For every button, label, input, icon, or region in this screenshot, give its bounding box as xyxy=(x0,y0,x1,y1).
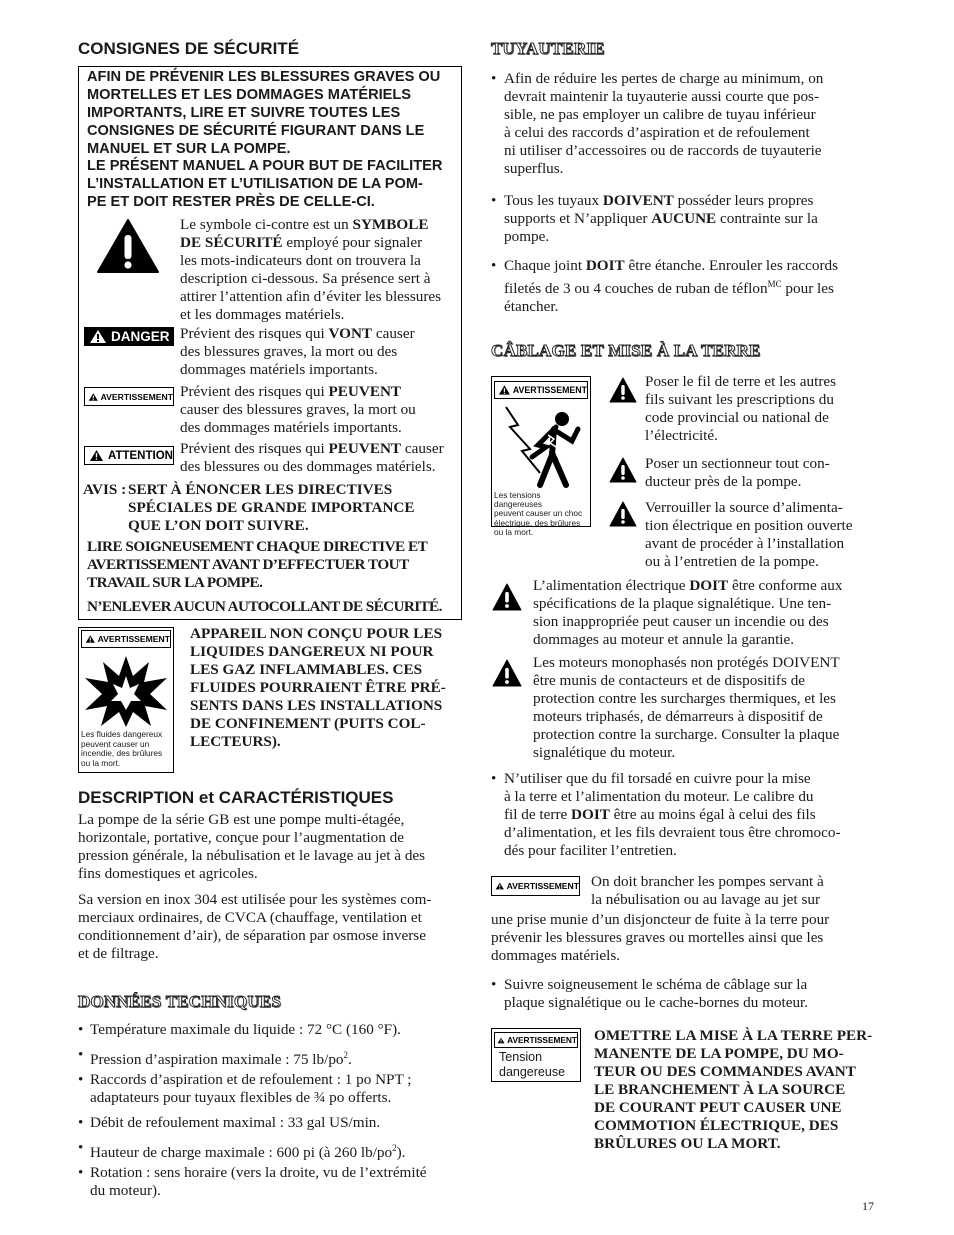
wiring-diagram-bullet: • Suivre soigneusement le schéma de câblage sur la plaque signalétique ou le cache-bornes du moteur. xyxy=(491,976,809,1011)
warning-triangle-icon xyxy=(85,633,96,645)
caution-signal-label: ATTENTION xyxy=(84,446,174,465)
technical-data-title: DONNÉES TECHNIQUES xyxy=(78,992,282,1011)
hazardous-fluids-text: APPAREIL NON CONÇU POUR LES LIQUIDES DANGEREUX NI POUR LES GAZ INFLAMMABLES. CES FLUIDES POURRAIENT ÊTRE PRÉ- SENTS DANS LES INSTALLATIONS DE CONFINEMENT (PUITS COL- LECTEURS). xyxy=(190,625,446,750)
read-directives-text: LIRE SOIGNEUSEMENT CHAQUE DIRECTIVE ET AVERTISSEMENT AVANT D’EFFECTUER TOUT TRAVAIL SUR LA POMPE. xyxy=(87,538,428,591)
safety-warning-1: AFIN DE PRÉVENIR LES BLESSURES GRAVES OU MORTELLES ET LES DOMMAGES MATÉRIELS IMPORTANTS, LIRE ET SUIVRE TOUTES LES CONSIGNES DE SÉCURITÉ FIGURANT DANS LE MANUEL ET SUR LA POMPE. xyxy=(87,69,441,157)
list-item: • Température maximale du liquide : 72 °C (160 °F). xyxy=(78,1021,401,1038)
list-item: • Raccords d’aspiration et de refoulement : 1 po NPT ; adaptateurs pour tuyaux flexibles de ¾ po offerts. xyxy=(78,1071,412,1106)
list-item: • Rotation : sens horaire (vers la droite, vu de l’extrémité du moteur). xyxy=(78,1164,427,1199)
warning-triangle-icon xyxy=(498,384,511,396)
warning-triangle-icon xyxy=(491,658,523,688)
danger-triangle-icon xyxy=(89,329,107,344)
piping-bullet-2: • Tous les tuyaux DOIVENT posséder leurs propres supports et N’appliquer AUCUNE contrainte sur la pompe. xyxy=(491,192,818,245)
wiring-lockout-text: Verrouiller la source d’alimenta- tion électrique en position ouverte avant de procéder à l’installation ou à l’entretien de la pompe. xyxy=(645,499,853,570)
safety-warning-2: LE PRÉSENT MANUEL A POUR BUT DE FACILITER L’INSTALLATION ET L’UTILISATION DE LA POM- PE ET DOIT RESTER PRÈS DE CELLE-CI. xyxy=(87,158,443,210)
piping-bullet-3: • Chaque joint DOIT être étanche. Enrouler les raccords filetés de 3 ou 4 couches de ruban de téflon$^{MC}$ pour les étancher. xyxy=(491,257,839,316)
safety-symbol-text: Le symbole ci-contre est un SYMBOLE DE SÉCURITÉ employé pour signaler les mots-indicateurs dont on trouvera la description ci-dessous. Sa présence sert à attirer l’attention afin d’éviter les blessures et les dommages matériels. xyxy=(180,216,442,323)
safety-symbol-icon xyxy=(96,218,160,274)
warning-triangle-icon xyxy=(608,456,638,484)
hazardous-fluids-sign xyxy=(78,627,174,773)
piping-bullet-1: • Afin de réduire les pertes de charge au minimum, on devrait maintenir la tuyauterie aussi courte que pos- sible, ne pas employer un calibre de tuyau inférieur à celui des raccords d’aspiration et de refoulement ni utiliser d’accessoires ou de raccords de tuyauterie superflus. xyxy=(491,70,824,177)
warning-description: Prévient des risques qui PEUVENT causer des blessures graves, la mort ou des dommages matériels importants. xyxy=(180,383,416,436)
wiring-motors-text: Les moteurs monophasés non protégés DOIVENT être munis de contacteurs et de dispositifs de protection contre les surcharges thermiques, et les moteurs triphasés, de démarreurs à dispositif de protection contre la surcharge. Consulter la plaque signalétique du moteur. xyxy=(533,654,840,761)
wiring-title: CÂBLAGE ET MISE À LA TERRE xyxy=(491,341,761,360)
no-remove-decals-text: N’ENLEVER AUCUN AUTOCOLLANT DE SÉCURITÉ. xyxy=(87,598,442,615)
technical-data-list xyxy=(78,1021,468,1200)
wiring-disconnect-text: Poser un sectionneur tout con- ducteur près de la pompe. xyxy=(645,455,830,490)
shock-sign-caption: Les tensions dangereuses peuvent causer un choc électrique, des brûlures ou la mort. xyxy=(494,490,583,537)
grounding-warning-sign xyxy=(491,1028,581,1082)
wiring-supply-text: L’alimentation électrique DOIT être conforme aux spécifications de la plaque signalétique. Une ten- sion inappropriée peut causer un incendie ou des dommages au moteur et annule la garantie. xyxy=(533,577,843,648)
caution-description: Prévient des risques qui PEUVENT causer des blessures ou des dommages matériels. xyxy=(180,440,444,475)
gfci-warning-sign: AVERTISSEMENT xyxy=(491,876,580,896)
notice-label: AVIS : xyxy=(83,481,127,498)
page-number: 17 xyxy=(862,1199,874,1213)
warning-triangle-icon xyxy=(88,391,99,403)
fluid-sign-label: AVERTISSEMENT xyxy=(81,630,171,648)
warning-triangle-icon xyxy=(497,1035,505,1046)
description-title: DESCRIPTION et CARACTÉRISTIQUES xyxy=(78,788,394,807)
gfci-text-short: On doit brancher les pompes servant à la nébulisation ou au lavage au jet sur xyxy=(591,873,824,908)
gfci-text-long: une prise munie d’un disjoncteur de fuite à la terre pour prévenir les blessures graves ou mortelles ainsi que les dommages matériels. xyxy=(491,911,830,964)
explosion-icon xyxy=(83,654,169,728)
grounding-warning-text: OMETTRE LA MISE À LA TERRE PER- MANENTE DE LA POMPE, DU MO- TEUR OU DES COMMANDES AVANT LE BRANCHEMENT À LA SOURCE DE COURANT PEUT CAUSER UNE COMMOTION ÉLECTRIQUE, DES BRÛLURES OU LA MORT. xyxy=(594,1027,873,1152)
electric-shock-sign xyxy=(491,376,591,537)
list-item: • Hauteur de charge maximale : 600 pi (à 260 $lb/po^2$). xyxy=(78,1139,406,1162)
fluid-sign-caption: Les fluides dangereux peuvent causer un incendie, des brûlures ou la mort. xyxy=(81,729,163,768)
electrocution-icon xyxy=(496,405,586,489)
shock-sign-label: AVERTISSEMENT xyxy=(494,381,588,399)
grounding-sign-caption: Tension dangereuse xyxy=(499,1050,566,1079)
list-item: • Pression d’aspiration maximale : 75 $lb/po^2$. xyxy=(78,1046,352,1069)
warning-triangle-icon xyxy=(491,582,523,612)
danger-description: Prévient des risques qui VONT causer des blessures graves, la mort ou des dommages matériels importants. xyxy=(180,325,415,378)
warning-triangle-icon xyxy=(495,880,505,892)
wiring-copper-bullet: • N’utiliser que du fil torsadé en cuivre pour la mise à la terre et l’alimentation du moteur. Le calibre du fil de terre DOIT être au moins égal à celui des fils d’alimentation, et les fils devraient tous être chromoco- dés pour faciliter l’entretien. xyxy=(491,770,841,859)
warning-triangle-icon xyxy=(608,376,638,404)
grounding-sign-label: AVERTISSEMENT xyxy=(494,1032,578,1048)
piping-title: TUYAUTERIE xyxy=(491,39,605,58)
warning-signal-label: AVERTISSEMENT xyxy=(84,387,174,406)
list-item: • Débit de refoulement maximal : 33 gal US/min. xyxy=(78,1114,381,1131)
caution-triangle-icon xyxy=(89,449,104,462)
wiring-ground-text: Poser le fil de terre et les autres fils suivant les prescriptions du code provincial ou national de l’électricité. xyxy=(645,373,837,444)
danger-signal-label: DANGER xyxy=(84,327,174,346)
safety-title: CONSIGNES DE SÉCURITÉ xyxy=(78,39,300,58)
warning-triangle-icon xyxy=(608,500,638,528)
description-paragraph-1: La pompe de la série GB est une pompe multi-étagée, horizontale, portative, conçue pour l’augmentation de pression générale, la nébulisation et le lavage au jet à des fins domestiques et agricoles. xyxy=(78,811,426,882)
description-paragraph-2: Sa version en inox 304 est utilisée pour les systèmes com- merciaux ordinaires, de CVCA (chauffage, ventilation et conditionnement d’air), de séparation par osmose inverse et de filtrage. xyxy=(78,891,432,962)
notice-text: SERT À ÉNONCER LES DIRECTIVES SPÉCIALES DE GRANDE IMPORTANCE QUE L’ON DOIT SUIVRE. xyxy=(128,481,415,534)
